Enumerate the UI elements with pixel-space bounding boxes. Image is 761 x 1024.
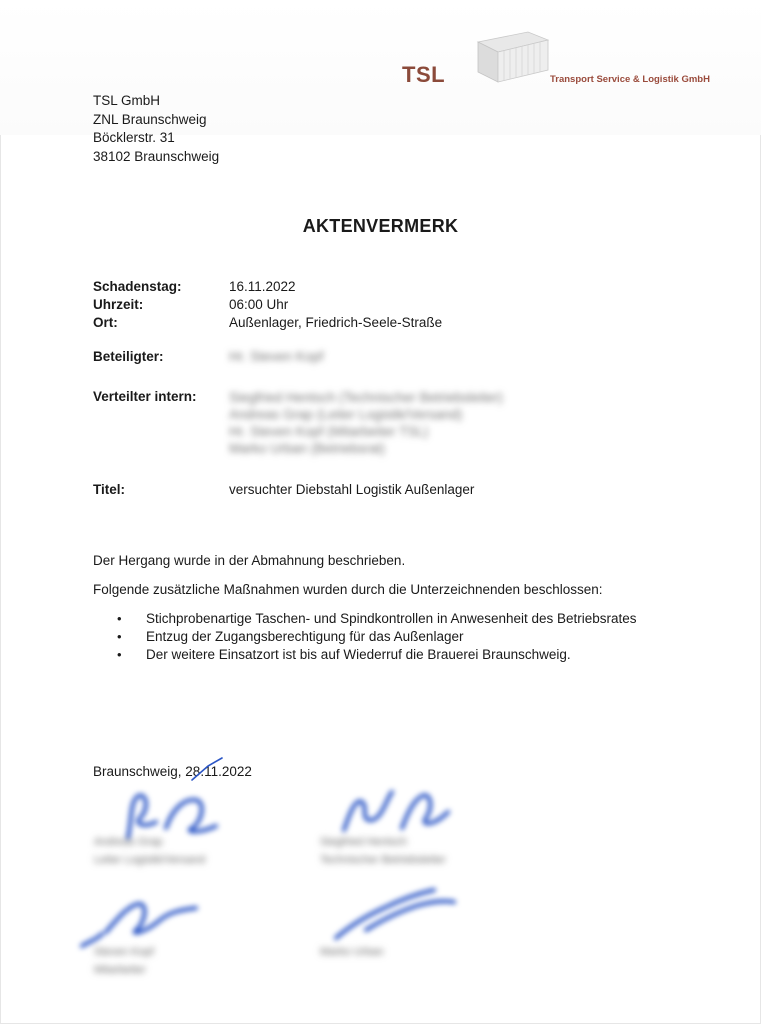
measure-text: Entzug der Zugangsberechtigung für das Außenlager <box>146 629 464 644</box>
list-item <box>117 610 637 628</box>
titel-label: Titel: <box>93 482 126 497</box>
list-item <box>117 628 637 646</box>
verteiler-list-redacted <box>229 389 503 457</box>
place-and-date: Braunschweig, 28.11.2022 <box>93 764 252 779</box>
address-company: TSL GmbH <box>93 93 161 108</box>
body-paragraph-1: Der Hergang wurde in der Abmahnung beschrieben. <box>93 553 406 568</box>
bullet-icon: • <box>117 647 122 662</box>
verteiler-entry: Hr. Steven Kopf (Mitarbeiter TSL) <box>229 424 429 439</box>
titel-value: versuchter Diebstahl Logistik Außenlager <box>229 482 475 497</box>
document-title: AKTENVERMERK <box>302 216 459 236</box>
list-item <box>117 646 637 664</box>
signature-1-role-redacted: Leiter Logistik/Versand <box>94 854 206 866</box>
verteiler-entry: Siegfried Hentsch (Technischer Betriebsleiter) <box>229 390 503 405</box>
beteiligter-label: Beteiligter: <box>93 349 164 364</box>
bullet-icon: • <box>117 629 122 644</box>
uhrzeit-value: 06:00 Uhr <box>229 297 289 312</box>
address-city: 38102 Braunschweig <box>93 148 220 164</box>
address-branch: ZNL Braunschweig <box>93 111 207 127</box>
signature-4-scribble <box>326 882 476 944</box>
schadenstag-value: 16.11.2022 <box>229 279 296 294</box>
verteiler-entry: Andreas Grap (Leiter Logistik/Versand) <box>229 407 463 422</box>
uhrzeit-label: Uhrzeit: <box>93 297 144 312</box>
company-tagline: Transport Service & Logistik GmbH <box>550 74 710 85</box>
signature-2-scribble <box>330 782 470 842</box>
verteiler-entry: Marko Urban (Betriebsrat) <box>229 441 386 456</box>
signature-3-scribble <box>76 888 226 950</box>
signature-3-role-redacted: Mitarbeiter <box>94 964 146 976</box>
measures-list <box>117 610 637 664</box>
address-street: Böcklerstr. 31 <box>93 130 175 145</box>
ort-label: Ort: <box>93 315 118 330</box>
bullet-icon: • <box>117 611 122 626</box>
signature-2-name-redacted: Siegfried Hentsch <box>320 836 407 848</box>
signature-1-name-redacted: Andreas Grap <box>94 836 163 848</box>
sender-address <box>93 92 219 166</box>
signature-4-name-redacted: Marko Urban <box>320 946 384 958</box>
measure-text: Der weitere Einsatzort ist bis auf Wiederruf die Brauerei Braunschweig. <box>146 647 571 662</box>
body-paragraph-2: Folgende zusätzliche Maßnahmen wurden durch die Unterzeichnenden beschlossen: <box>93 582 603 597</box>
signature-3-name-redacted: Steven Kopf <box>94 946 154 958</box>
signature-2-role-redacted: Technischer Betriebsleiter <box>320 854 446 866</box>
container-icon <box>474 28 554 84</box>
beteiligter-value-redacted: Hr. Steven Kopf <box>229 349 324 364</box>
measure-text: Stichprobenartige Taschen- und Spindkontrollen in Anwesenheit des Betriebsrates <box>146 611 637 626</box>
company-logo-text: TSL <box>402 62 446 87</box>
ort-value: Außenlager, Friedrich-Seele-Straße <box>229 315 443 330</box>
schadenstag-label: Schadenstag: <box>93 279 182 294</box>
date-correction-stroke <box>188 756 228 784</box>
verteiler-label: Verteilter intern: <box>93 389 197 404</box>
